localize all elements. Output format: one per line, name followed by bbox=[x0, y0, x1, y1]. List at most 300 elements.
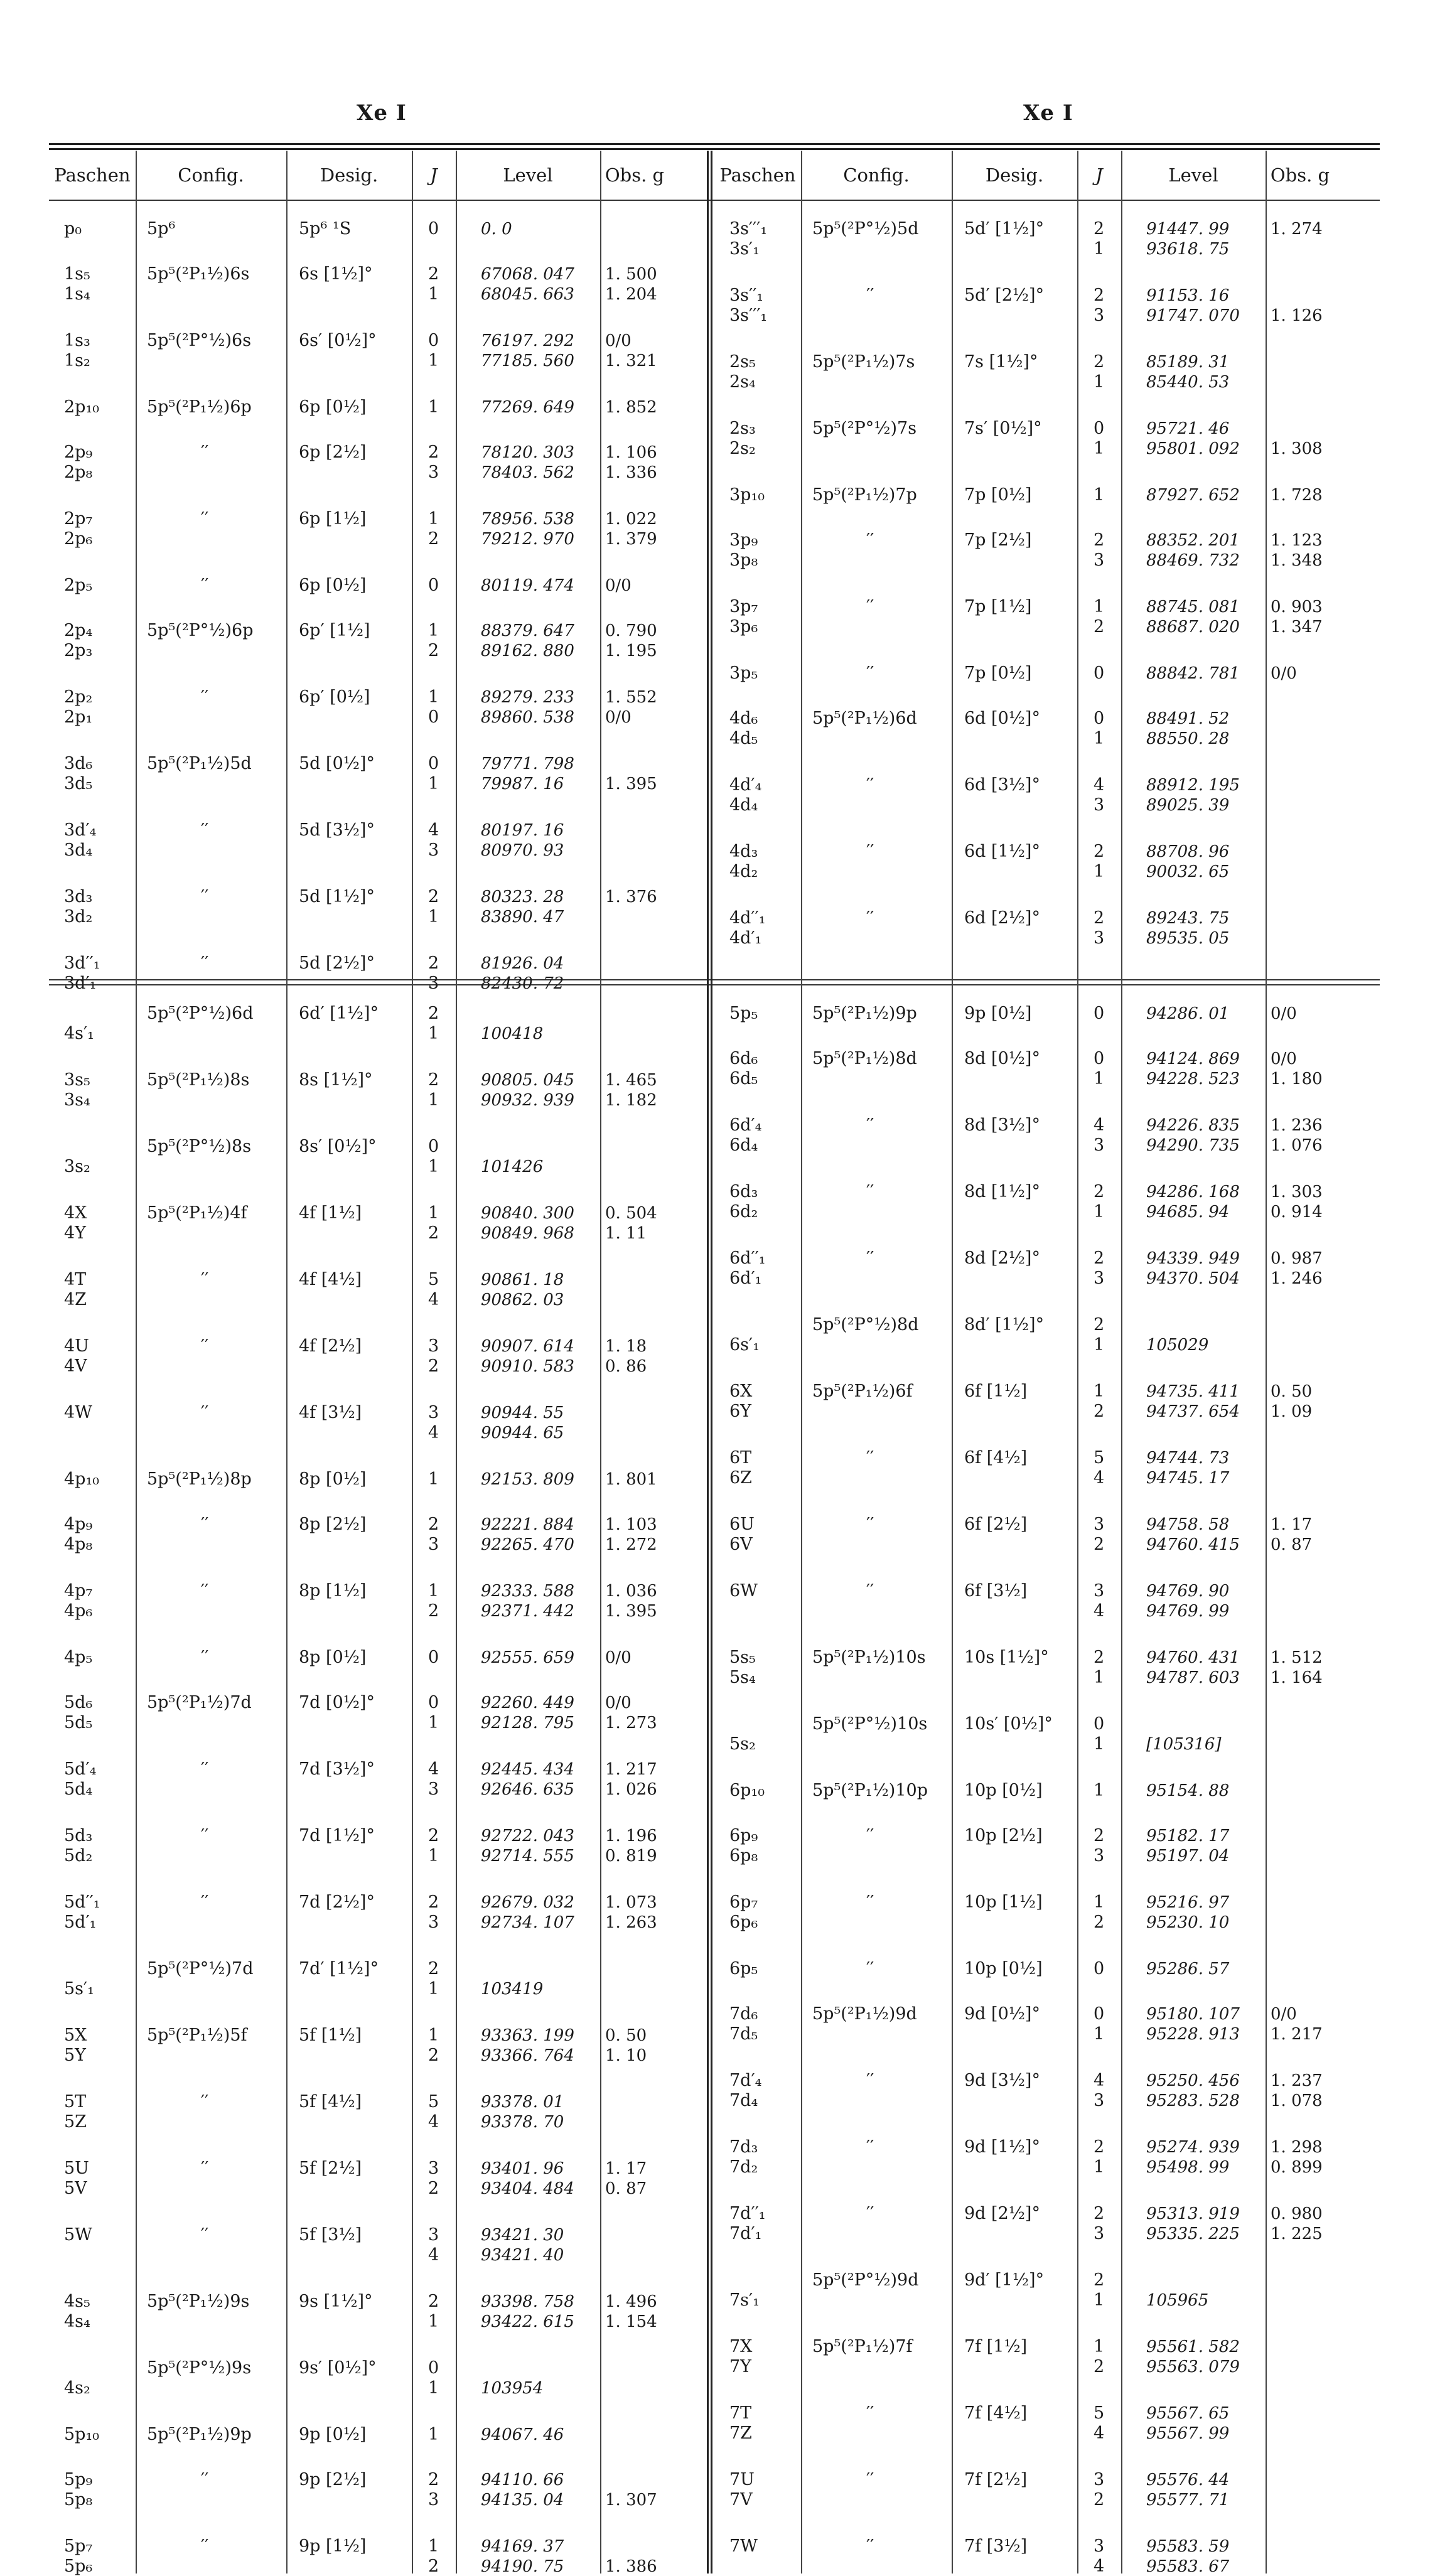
configuration: ′′ bbox=[866, 2204, 874, 2223]
paschen-label: 4s₅ bbox=[64, 2292, 90, 2311]
designation: 9d [0½]° bbox=[964, 2004, 1040, 2024]
left-table-title: Xe I bbox=[357, 100, 407, 126]
g-value: 1. 852 bbox=[605, 398, 657, 417]
paschen-label: 6d₂ bbox=[729, 1202, 758, 1221]
g-value: 0/0 bbox=[605, 1693, 632, 1712]
configuration: 5p⁵(²P°½)7d bbox=[147, 1959, 254, 1978]
j-value: 0 bbox=[1094, 709, 1105, 728]
j-value: 2 bbox=[428, 1515, 439, 1534]
designation: 4f [3½] bbox=[299, 1403, 362, 1422]
g-value: 0. 914 bbox=[1271, 1203, 1323, 1221]
j-value: 1 bbox=[428, 2536, 439, 2556]
designation: 10p [2½] bbox=[964, 1826, 1043, 1845]
designation: 8s [1½]° bbox=[299, 1070, 373, 1090]
level-value: 103954 bbox=[481, 2379, 544, 2398]
level-value: 89535. 05 bbox=[1146, 929, 1230, 948]
paschen-label: 4s′₁ bbox=[64, 1024, 94, 1043]
level-value: 95721. 46 bbox=[1146, 419, 1230, 438]
g-value: 1. 180 bbox=[1271, 1070, 1323, 1088]
level-value: 79771. 798 bbox=[481, 754, 574, 773]
j-value: 2 bbox=[1094, 2490, 1105, 2509]
j-value: 1 bbox=[1094, 439, 1105, 458]
g-value: 1. 17 bbox=[1271, 1515, 1313, 1534]
left-header-level: Level bbox=[503, 164, 553, 186]
configuration: ′′ bbox=[866, 2137, 874, 2157]
g-value: 1. 298 bbox=[1271, 2138, 1323, 2157]
g-value: 1. 500 bbox=[605, 265, 657, 284]
level-value: 83890. 47 bbox=[481, 908, 564, 926]
level-value: 94370. 504 bbox=[1146, 1269, 1240, 1288]
j-value: 3 bbox=[428, 2159, 439, 2178]
j-value: 1 bbox=[1094, 2157, 1105, 2177]
designation: 6d [0½]° bbox=[964, 709, 1040, 728]
level-value: 94685. 94 bbox=[1146, 1203, 1230, 1221]
paschen-label: 6d′′₁ bbox=[729, 1248, 766, 1268]
designation: 7p [1½] bbox=[964, 597, 1032, 616]
level-value: 93422. 615 bbox=[481, 2312, 574, 2331]
g-value: 1. 395 bbox=[605, 1602, 657, 1621]
j-value: 2 bbox=[1094, 842, 1105, 861]
paschen-label: 4Z bbox=[64, 1290, 87, 1309]
j-value: 1 bbox=[428, 774, 439, 793]
left-header-config: Config. bbox=[178, 164, 244, 186]
g-value: 1. 274 bbox=[1271, 220, 1323, 239]
designation: 6f [3½] bbox=[964, 1581, 1028, 1601]
j-value: 0 bbox=[428, 1693, 439, 1712]
g-value: 0/0 bbox=[605, 576, 632, 595]
g-value: 1. 263 bbox=[605, 1913, 657, 1932]
designation: 9d [1½]° bbox=[964, 2137, 1040, 2157]
j-value: 1 bbox=[1094, 862, 1105, 881]
level-value: 105029 bbox=[1146, 1336, 1209, 1355]
level-value: 92333. 588 bbox=[481, 1582, 574, 1601]
g-value: 1. 103 bbox=[605, 1515, 657, 1534]
j-value: 4 bbox=[1094, 1468, 1105, 1488]
designation: 9p [2½] bbox=[299, 2470, 367, 2489]
paschen-label: 4p₆ bbox=[64, 1601, 93, 1621]
left-divider-level bbox=[456, 151, 457, 2573]
g-value: 1. 196 bbox=[605, 1827, 657, 1845]
configuration: ′′ bbox=[866, 286, 874, 305]
level-value: 94760. 415 bbox=[1146, 1535, 1240, 1554]
g-value: 1. 09 bbox=[1271, 1402, 1313, 1421]
level-value: 76197. 292 bbox=[481, 331, 574, 350]
center-divider bbox=[707, 151, 709, 2573]
j-value: 5 bbox=[1094, 2403, 1105, 2423]
g-value: 1. 395 bbox=[605, 775, 657, 793]
paschen-label: 4T bbox=[64, 1270, 87, 1289]
level-value: 93421. 30 bbox=[481, 2226, 564, 2245]
center-divider-b bbox=[711, 151, 712, 2573]
paschen-label: 6p₉ bbox=[729, 1826, 758, 1845]
configuration: 5p⁵(²P°½)9d bbox=[812, 2270, 919, 2290]
j-value: 3 bbox=[428, 2490, 439, 2509]
j-value: 2 bbox=[428, 2292, 439, 2311]
j-value: 2 bbox=[428, 887, 439, 906]
configuration: ′′ bbox=[201, 1648, 209, 1667]
level-value: 91153. 16 bbox=[1146, 286, 1230, 305]
j-value: 2 bbox=[428, 1959, 439, 1978]
paschen-label: 4p₅ bbox=[64, 1648, 93, 1667]
configuration: 5p⁵(²P°½)6p bbox=[147, 621, 254, 640]
j-value: 0 bbox=[428, 576, 439, 595]
paschen-label: 7X bbox=[729, 2337, 753, 2356]
paschen-label: 1s₅ bbox=[64, 264, 90, 284]
paschen-label: 2s₅ bbox=[729, 352, 756, 372]
g-value: 1. 225 bbox=[1271, 2224, 1323, 2243]
level-value: 94760. 431 bbox=[1146, 1648, 1240, 1667]
g-value: 1. 496 bbox=[605, 2292, 657, 2311]
level-value: 90910. 583 bbox=[481, 1357, 574, 1376]
j-value: 1 bbox=[428, 1979, 439, 1999]
level-value: 93421. 40 bbox=[481, 2246, 564, 2265]
j-value: 4 bbox=[428, 820, 439, 840]
g-value: 1. 126 bbox=[1271, 306, 1323, 325]
configuration: 5p⁵(²P₁½)8s bbox=[147, 1070, 250, 1090]
level-value: 85440. 53 bbox=[1146, 373, 1230, 392]
j-value: 2 bbox=[428, 1004, 439, 1023]
g-value: 0. 790 bbox=[605, 621, 657, 640]
g-value: 1. 17 bbox=[605, 2159, 647, 2178]
paschen-label: 6p₈ bbox=[729, 1846, 758, 1865]
paschen-label: 7d₂ bbox=[729, 2157, 758, 2177]
paschen-label: 3d₃ bbox=[64, 887, 93, 906]
level-value: 92221. 884 bbox=[481, 1515, 574, 1534]
j-value: 4 bbox=[428, 2245, 439, 2265]
level-value: 95498. 99 bbox=[1146, 2158, 1230, 2177]
j-value: 2 bbox=[1094, 1535, 1105, 1554]
j-value: 1 bbox=[1094, 1202, 1105, 1221]
designation: 6d [1½]° bbox=[964, 842, 1040, 861]
j-value: 1 bbox=[428, 2378, 439, 2398]
paschen-label: 4X bbox=[64, 1203, 87, 1223]
j-value: 2 bbox=[428, 1223, 439, 1243]
j-value: 4 bbox=[428, 1290, 439, 1309]
paschen-label: 6d₆ bbox=[729, 1049, 758, 1068]
designation: 5d [2½]° bbox=[299, 953, 375, 973]
level-value: 95274. 939 bbox=[1146, 2138, 1240, 2157]
configuration: ′′ bbox=[201, 2225, 209, 2245]
paschen-label: 3p₉ bbox=[729, 530, 758, 550]
paschen-label: 5p₁₀ bbox=[64, 2425, 100, 2444]
j-value: 1 bbox=[1094, 2337, 1105, 2356]
paschen-label: 2p₇ bbox=[64, 509, 93, 529]
paschen-label: 4d′′₁ bbox=[729, 908, 766, 928]
j-value: 2 bbox=[428, 264, 439, 284]
paschen-label: 2p₁ bbox=[64, 707, 93, 727]
g-value: 1. 465 bbox=[605, 1071, 657, 1090]
j-value: 1 bbox=[428, 1713, 439, 1732]
configuration: ′′ bbox=[866, 1581, 874, 1601]
paschen-label: 2p₂ bbox=[64, 687, 93, 707]
paschen-label: 7d₃ bbox=[729, 2137, 758, 2157]
configuration: 5p⁵(²P₁½)9p bbox=[147, 2425, 252, 2444]
paschen-label: 3p₁₀ bbox=[729, 485, 765, 505]
level-value: 80119. 474 bbox=[481, 576, 574, 595]
j-value: 0 bbox=[1094, 663, 1105, 683]
paschen-label: 5p₆ bbox=[64, 2557, 93, 2576]
designation: 6p [0½] bbox=[299, 576, 367, 595]
configuration: ′′ bbox=[866, 2470, 874, 2489]
level-value: 94190. 75 bbox=[481, 2557, 564, 2576]
g-value: 0. 903 bbox=[1271, 598, 1323, 616]
level-value: 88842. 781 bbox=[1146, 664, 1240, 683]
configuration: ′′ bbox=[866, 1182, 874, 1201]
paschen-label: 4d₄ bbox=[729, 795, 758, 815]
configuration: ′′ bbox=[866, 2403, 874, 2423]
level-value: 94744. 73 bbox=[1146, 1449, 1230, 1468]
configuration: ′′ bbox=[201, 509, 209, 529]
paschen-label: 4U bbox=[64, 1336, 89, 1356]
configuration: 5p⁵(²P°½)5d bbox=[812, 219, 919, 239]
j-value: 0 bbox=[428, 1137, 439, 1156]
section-divider-rule-b bbox=[49, 984, 1380, 985]
designation: 5d [0½]° bbox=[299, 754, 375, 773]
level-value: 92260. 449 bbox=[481, 1693, 574, 1712]
level-value: 90032. 65 bbox=[1146, 862, 1230, 881]
configuration: 5p⁵(²P₁½)6p bbox=[147, 397, 252, 417]
level-value: 78120. 303 bbox=[481, 443, 574, 462]
g-value: 0. 87 bbox=[1271, 1535, 1313, 1554]
configuration: ′′ bbox=[866, 663, 874, 683]
g-value: 1. 307 bbox=[605, 2491, 657, 2509]
paschen-label: 3d₂ bbox=[64, 907, 93, 926]
level-value: 88687. 020 bbox=[1146, 618, 1240, 636]
g-value: 0/0 bbox=[1271, 664, 1297, 683]
level-value: 92722. 043 bbox=[481, 1827, 574, 1845]
g-value: 0. 50 bbox=[1271, 1382, 1313, 1401]
g-value: 1. 512 bbox=[1271, 1648, 1323, 1667]
configuration: ′′ bbox=[201, 1892, 209, 1912]
paschen-label: 3d′′₁ bbox=[64, 953, 100, 973]
level-value: 94286. 168 bbox=[1146, 1183, 1240, 1201]
j-value: 3 bbox=[428, 1403, 439, 1422]
level-value: 93618. 75 bbox=[1146, 240, 1230, 259]
left-divider-g bbox=[600, 151, 601, 2573]
j-value: 2 bbox=[1094, 352, 1105, 372]
paschen-label: 5U bbox=[64, 2159, 89, 2178]
configuration: ′′ bbox=[866, 1959, 874, 1978]
j-value: 0 bbox=[1094, 1959, 1105, 1978]
level-value: 81926. 04 bbox=[481, 954, 564, 973]
paschen-label: 5X bbox=[64, 2026, 87, 2045]
paschen-label: 5Z bbox=[64, 2112, 87, 2132]
j-value: 0 bbox=[428, 219, 439, 239]
configuration: ′′ bbox=[201, 2159, 209, 2178]
right-header-level: Level bbox=[1168, 164, 1218, 186]
paschen-label: 5Y bbox=[64, 2046, 87, 2065]
designation: 6s [1½]° bbox=[299, 264, 373, 284]
paschen-label: 3d′₄ bbox=[64, 820, 97, 840]
j-value: 1 bbox=[1094, 1892, 1105, 1912]
level-value: 93378. 70 bbox=[481, 2113, 564, 2132]
j-value: 0 bbox=[1094, 1004, 1105, 1023]
j-value: 4 bbox=[1094, 1115, 1105, 1135]
g-value: 1. 347 bbox=[1271, 618, 1323, 636]
paschen-label: 2s₄ bbox=[729, 372, 756, 392]
level-value: 95801. 092 bbox=[1146, 439, 1240, 458]
paschen-label: 2p₈ bbox=[64, 463, 93, 482]
j-value: 2 bbox=[1094, 286, 1105, 305]
j-value: 1 bbox=[428, 1469, 439, 1489]
level-value: 89860. 538 bbox=[481, 708, 574, 727]
designation: 7p [0½] bbox=[964, 663, 1032, 683]
designation: 7f [2½] bbox=[964, 2470, 1028, 2489]
paschen-label: 3d′₁ bbox=[64, 974, 97, 993]
designation: 7p [0½] bbox=[964, 485, 1032, 505]
j-value: 1 bbox=[1094, 485, 1105, 505]
j-value: 2 bbox=[428, 2470, 439, 2489]
paschen-label: 4d′₁ bbox=[729, 928, 762, 948]
j-value: 3 bbox=[1094, 1581, 1105, 1601]
g-value: 0. 819 bbox=[605, 1847, 657, 1865]
level-value: 94228. 523 bbox=[1146, 1070, 1240, 1088]
configuration: ′′ bbox=[866, 1892, 874, 1912]
designation: 9s [1½]° bbox=[299, 2292, 373, 2311]
level-value: 101426 bbox=[481, 1157, 544, 1176]
designation: 7d [1½]° bbox=[299, 1826, 375, 1845]
g-value: 1. 379 bbox=[605, 530, 657, 549]
designation: 6p [2½] bbox=[299, 443, 367, 462]
j-value: 2 bbox=[1094, 530, 1105, 550]
level-value: 68045. 663 bbox=[481, 285, 574, 304]
configuration: 5p⁵(²P₁½)8d bbox=[812, 1049, 917, 1068]
level-value: 94735. 411 bbox=[1146, 1382, 1240, 1401]
paschen-label: 2p₄ bbox=[64, 621, 93, 640]
g-value: 1. 272 bbox=[605, 1535, 657, 1554]
level-value: 88469. 732 bbox=[1146, 551, 1240, 570]
level-value: 95216. 97 bbox=[1146, 1893, 1230, 1912]
designation: 8p [1½] bbox=[299, 1581, 367, 1601]
top-double-rule-b bbox=[49, 148, 1380, 150]
paschen-label: 7s′₁ bbox=[729, 2290, 760, 2310]
right-divider-j bbox=[1077, 151, 1078, 2573]
paschen-label: 3p₈ bbox=[729, 550, 758, 570]
configuration: ′′ bbox=[866, 1448, 874, 1468]
configuration: 5p⁵(²P°½)6s bbox=[147, 331, 252, 350]
designation: 5d′ [2½]° bbox=[964, 286, 1045, 305]
paschen-label: 4d′₄ bbox=[729, 775, 762, 795]
paschen-label: 3s′′₁ bbox=[729, 286, 764, 305]
j-value: 1 bbox=[428, 1203, 439, 1223]
paschen-label: 3s′₁ bbox=[729, 239, 760, 259]
level-value: 90805. 045 bbox=[481, 1071, 574, 1090]
paschen-label: 2p₃ bbox=[64, 641, 93, 660]
j-value: 1 bbox=[428, 1157, 439, 1176]
j-value: 0 bbox=[1094, 1714, 1105, 1734]
g-value: 1. 552 bbox=[605, 688, 657, 707]
designation: 6d [3½]° bbox=[964, 775, 1040, 795]
designation: 6p′ [1½] bbox=[299, 621, 370, 640]
designation: 7p [2½] bbox=[964, 530, 1032, 550]
g-value: 1. 386 bbox=[605, 2557, 657, 2576]
configuration: ′′ bbox=[201, 1403, 209, 1422]
g-value: 1. 164 bbox=[1271, 1668, 1323, 1687]
j-value: 1 bbox=[428, 1846, 439, 1865]
level-value: 95583. 59 bbox=[1146, 2537, 1230, 2556]
paschen-label: 7U bbox=[729, 2470, 755, 2489]
j-value: 3 bbox=[1094, 795, 1105, 815]
paschen-label: 5W bbox=[64, 2225, 92, 2245]
designation: 5d [3½]° bbox=[299, 820, 375, 840]
level-value: 91747. 070 bbox=[1146, 306, 1240, 325]
configuration: ′′ bbox=[201, 953, 209, 973]
paschen-label: 6X bbox=[729, 1382, 753, 1401]
paschen-label: 6Z bbox=[729, 1468, 752, 1488]
level-value: 105965 bbox=[1146, 2291, 1209, 2310]
j-value: 1 bbox=[428, 397, 439, 417]
level-value: 88379. 647 bbox=[481, 621, 574, 640]
configuration: 5p⁵(²P₁½)7f bbox=[812, 2337, 913, 2356]
configuration: 5p⁶ bbox=[147, 219, 176, 239]
configuration: ′′ bbox=[201, 1759, 209, 1779]
g-value: 1. 217 bbox=[605, 1760, 657, 1779]
j-value: 2 bbox=[428, 1601, 439, 1621]
level-value: 89243. 75 bbox=[1146, 909, 1230, 928]
j-value: 3 bbox=[1094, 1515, 1105, 1534]
g-value: 1. 376 bbox=[605, 888, 657, 906]
level-value: 0. 0 bbox=[481, 220, 512, 239]
j-value: 1 bbox=[428, 2312, 439, 2331]
level-value: 94758. 58 bbox=[1146, 1515, 1230, 1534]
g-value: 0. 86 bbox=[605, 1357, 647, 1376]
j-value: 3 bbox=[428, 840, 439, 860]
level-value: 103419 bbox=[481, 1980, 544, 1999]
level-value: 82430. 72 bbox=[481, 974, 564, 993]
j-value: 2 bbox=[1094, 2357, 1105, 2376]
paschen-label: 6p₆ bbox=[729, 1913, 758, 1932]
level-value: 92445. 434 bbox=[481, 1760, 574, 1779]
right-header-config: Config. bbox=[843, 164, 910, 186]
right-divider-desig bbox=[952, 151, 953, 2573]
paschen-label: 5p₅ bbox=[729, 1004, 758, 1023]
j-value: 2 bbox=[428, 529, 439, 549]
g-value: 1. 728 bbox=[1271, 486, 1323, 505]
level-value: 88708. 96 bbox=[1146, 842, 1230, 861]
paschen-label: 5V bbox=[64, 2179, 87, 2198]
configuration: 5p⁵(²P°½)9s bbox=[147, 2358, 252, 2378]
level-value: 92153. 809 bbox=[481, 1470, 574, 1489]
j-value: 3 bbox=[428, 1913, 439, 1932]
g-value: 1. 236 bbox=[1271, 1116, 1323, 1135]
paschen-label: 1s₃ bbox=[64, 331, 90, 350]
designation: 10p [0½] bbox=[964, 1959, 1043, 1978]
j-value: 1 bbox=[1094, 2290, 1105, 2310]
j-value: 4 bbox=[428, 1759, 439, 1779]
j-value: 1 bbox=[1094, 1335, 1105, 1355]
designation: 5f [3½] bbox=[299, 2225, 362, 2245]
configuration: ′′ bbox=[866, 908, 874, 928]
paschen-label: 7d′₁ bbox=[729, 2224, 762, 2243]
paschen-label: 4Y bbox=[64, 1223, 87, 1243]
j-value: 2 bbox=[1094, 2270, 1105, 2290]
designation: 9d′ [1½]° bbox=[964, 2270, 1045, 2290]
level-value: 94226. 835 bbox=[1146, 1116, 1240, 1135]
configuration: ′′ bbox=[866, 842, 874, 861]
paschen-label: 7T bbox=[729, 2403, 752, 2423]
j-value: 3 bbox=[1094, 2224, 1105, 2243]
designation: 4f [1½] bbox=[299, 1203, 362, 1223]
paschen-label: 3s′′′₁ bbox=[729, 219, 768, 239]
level-value: 94169. 37 bbox=[481, 2537, 564, 2556]
level-value: 90861. 18 bbox=[481, 1270, 564, 1289]
g-value: 1. 348 bbox=[1271, 551, 1323, 570]
level-value: 88912. 195 bbox=[1146, 776, 1240, 795]
designation: 8d′ [1½]° bbox=[964, 1315, 1045, 1334]
g-value: 1. 195 bbox=[605, 641, 657, 660]
top-double-rule-a bbox=[49, 143, 1380, 145]
configuration: ′′ bbox=[201, 687, 209, 707]
